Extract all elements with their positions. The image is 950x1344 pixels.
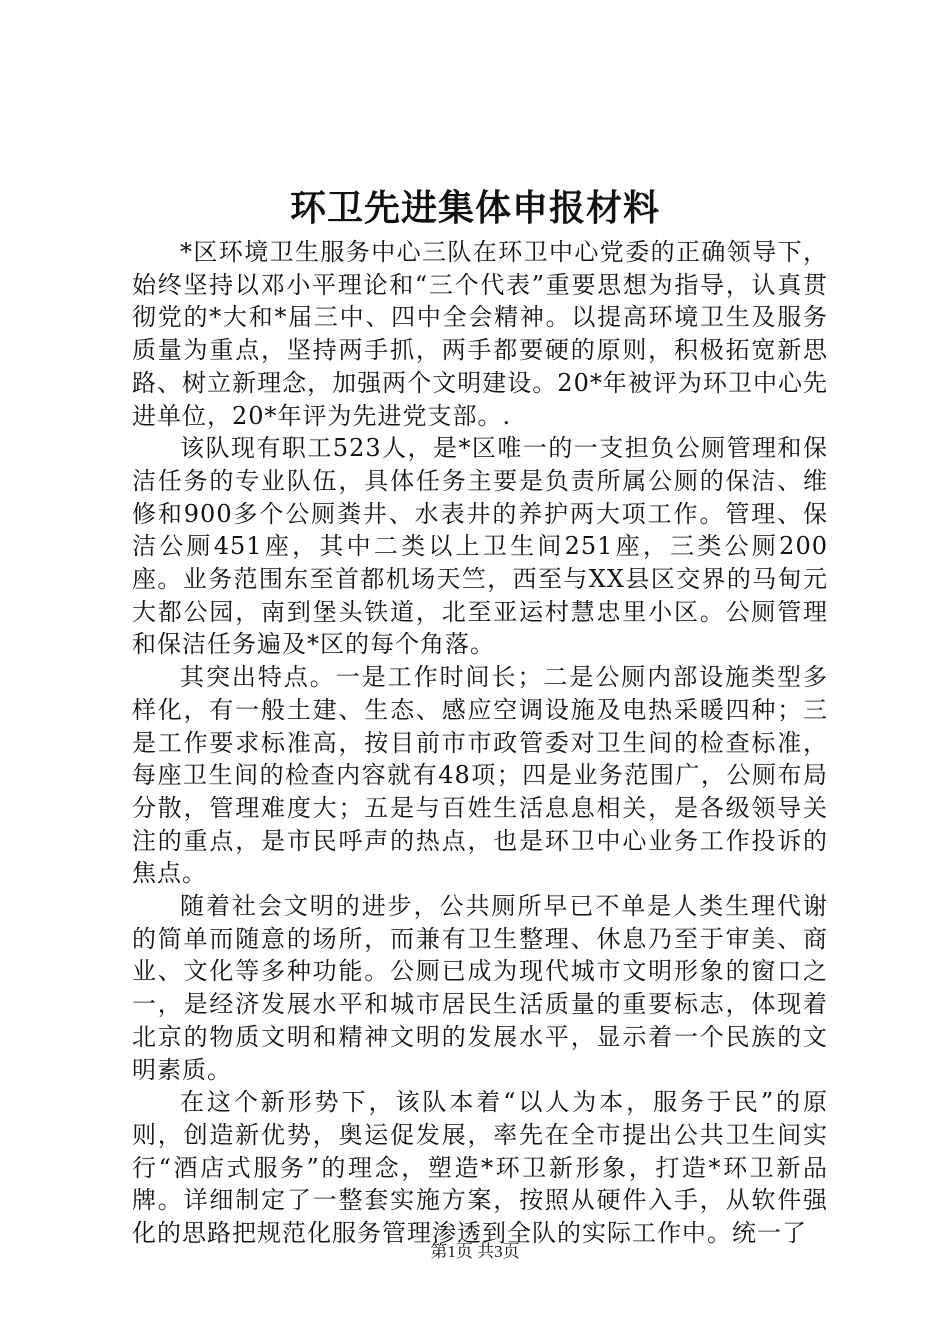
page-number-footer: 第1页 共3页	[430, 1242, 520, 1261]
paragraph-4: 随着社会文明的进步，公共厕所早已不单是人类生理代谢的简单而随意的场所，而兼有卫生整理、休息乃至于审美、商业、文化等多种功能。公厕已成为现代城市文明形象的窗口之一，是经济发展水平和城市居民生活质量的重要标志，体现着北京的物质文明和精神文明的发展水平，显示着一个民族的文明素质。	[132, 892, 828, 1084]
paragraph-5: 在这个新形势下，该队本着“以人为本，服务于民”的原则，创造新优势，奥运促发展，率先在全市提出公共卫生间实行“酒店式服务”的理念，塑造*环卫新形象，打造*环卫新品牌。详细制定了一整套实施方案，按照从硬件入手，从软件强化的思路把规范化服务管理渗透到全队的实际工作中。统一了	[132, 1088, 828, 1248]
document-body	[132, 236, 828, 1250]
paragraph-2: 该队现有职工523人，是*区唯一的一支担负公厕管理和保洁任务的专业队伍，具体任务主要是负责所属公厕的保洁、维修和900多个公厕粪井、水表井的养护两大项工作。管理、保洁公厕451座，其中二类以上卫生间251座，三类公厕200座。业务范围东至首都机场天竺，西至与XX县区交界的马甸元大都公园，南到堡头铁道，北至亚运村慧忠里小区。公厕管理和保洁任务遍及*区的每个角落。	[132, 434, 828, 659]
paragraph-3: 其突出特点。一是工作时间长；二是公厕内部设施类型多样化，有一般土建、生态、感应空调设施及电热采暖四种；三是工作要求标准高，按目前市市政管委对卫生间的检查标准，每座卫生间的检查内容就有48项；四是业务范围广，公厕布局分散，管理难度大；五是与百姓生活息息相关，是各级领导关注的重点，是市民呼声的热点，也是环卫中心业务工作投诉的焦点。	[132, 663, 828, 888]
paragraph-1: *区环境卫生服务中心三队在环卫中心党委的正确领导下，始终坚持以邓小平理论和“三个代表”重要思想为指导，认真贯彻党的*大和*届三中、四中全会精神。以提高环境卫生及服务质量为重点，坚持两手抓，两手都要硬的原则，积极拓宽新思路、树立新理念，加强两个文明建设。20*年被评为环卫中心先进单位，20*年评为先进党支部。.	[132, 238, 828, 430]
document-title: 环卫先进集体申报材料	[289, 187, 660, 229]
